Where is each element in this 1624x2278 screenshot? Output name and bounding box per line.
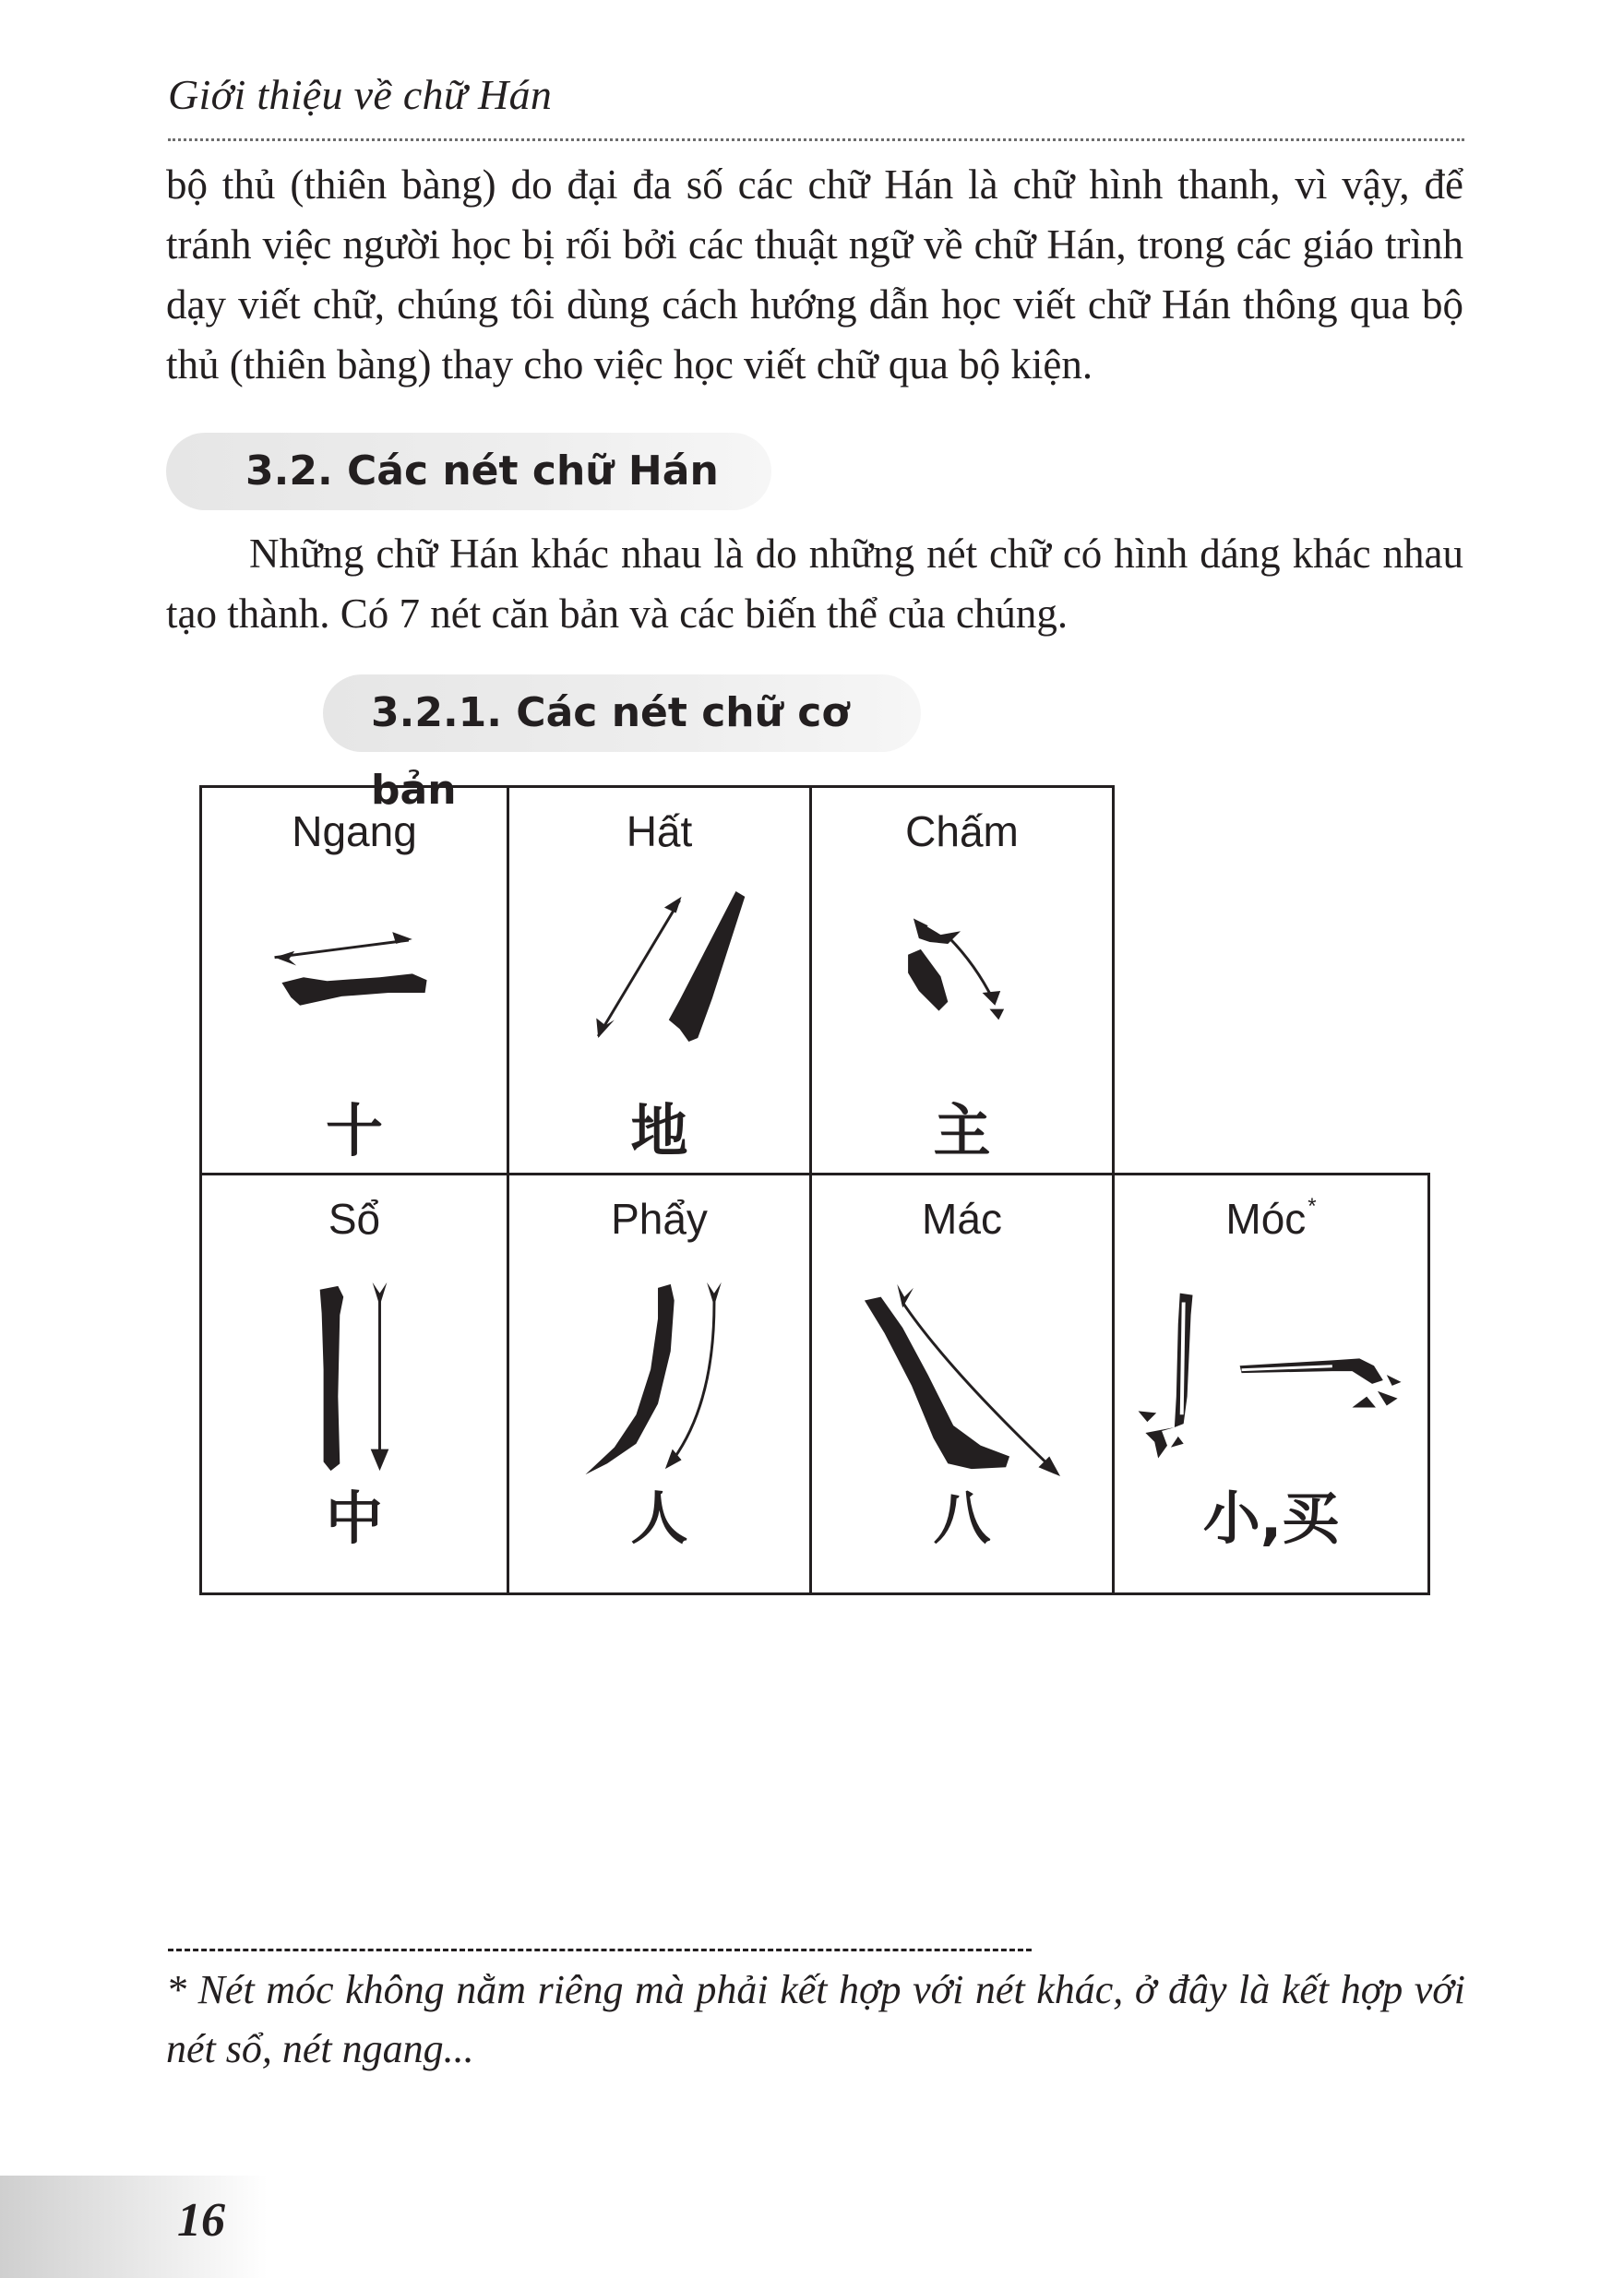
running-header: Giới thiệu về chữ Hán xyxy=(168,71,553,118)
right-falling-stroke-diagram xyxy=(812,1268,1112,1489)
section-heading-3-2: 3.2. Các nét chữ Hán xyxy=(166,433,771,510)
hook-stroke-diagram xyxy=(1115,1268,1427,1489)
stroke-name-text: Móc xyxy=(1225,1195,1307,1243)
page-number-tab xyxy=(0,2176,268,2278)
stroke-name xyxy=(1115,1194,1427,1244)
stroke-name: Ngang xyxy=(292,807,417,855)
stroke-cell-phay xyxy=(507,1173,812,1595)
left-falling-stroke-diagram xyxy=(509,1268,809,1489)
stroke-cell-mac xyxy=(809,1173,1115,1595)
dot-stroke-diagram xyxy=(812,880,1112,1102)
example-character: 中 xyxy=(325,1485,383,1552)
page-number: 16 xyxy=(177,2194,225,2247)
stroke-cell-moc xyxy=(1112,1173,1430,1595)
stroke-name: Chấm xyxy=(905,807,1019,855)
example-character: 八 xyxy=(933,1485,991,1552)
stroke-cell-cham xyxy=(809,785,1115,1175)
stroke-name: Mác xyxy=(922,1195,1002,1243)
stroke-cell-hat xyxy=(507,785,812,1175)
stroke-name: Phẩy xyxy=(611,1195,708,1243)
vertical-stroke-diagram xyxy=(202,1268,507,1489)
stroke-cell-ngang xyxy=(199,785,509,1175)
body-paragraph-1: bộ thủ (thiên bàng) do đại đa số các chữ Hán là chữ hình thanh, vì vậy, để tránh việc người học bị rối bởi các thuật ngữ về chữ Hán, trong các giáo trình dạy viết chữ, chúng tôi dùng cách hướng dẫn học viết chữ Hán thông qua bộ thủ (thiên bàng) thay cho việc học viết chữ qua bộ kiện. xyxy=(166,161,1463,388)
example-character: 人 xyxy=(630,1485,688,1552)
rising-stroke-diagram xyxy=(509,880,809,1102)
horizontal-stroke-diagram xyxy=(202,880,507,1102)
example-character: 主 xyxy=(933,1097,991,1164)
footnote: * Nét móc không nằm riêng mà phải kết hợp với nét khác, ở đây là kết hợp với nét sổ, nét ngang... xyxy=(166,1967,1465,2071)
footnote-marker: * xyxy=(1308,1194,1317,1219)
stroke-name: Hất xyxy=(626,807,693,855)
header-divider xyxy=(168,138,1464,141)
subsection-heading-3-2-1: 3.2.1. Các nét chữ cơ bản xyxy=(323,674,921,752)
stroke-cell-so xyxy=(199,1173,509,1595)
body-paragraph-2: Những chữ Hán khác nhau là do những nét chữ có hình dáng khác nhau tạo thành. Có 7 nét căn bản và các biến thể của chúng. xyxy=(166,531,1463,637)
example-character: 地 xyxy=(630,1097,688,1164)
footnote-divider xyxy=(168,1949,1032,1951)
example-character: 十 xyxy=(325,1097,383,1164)
stroke-name: Sổ xyxy=(328,1195,381,1243)
example-character: 小,买 xyxy=(1202,1485,1340,1552)
